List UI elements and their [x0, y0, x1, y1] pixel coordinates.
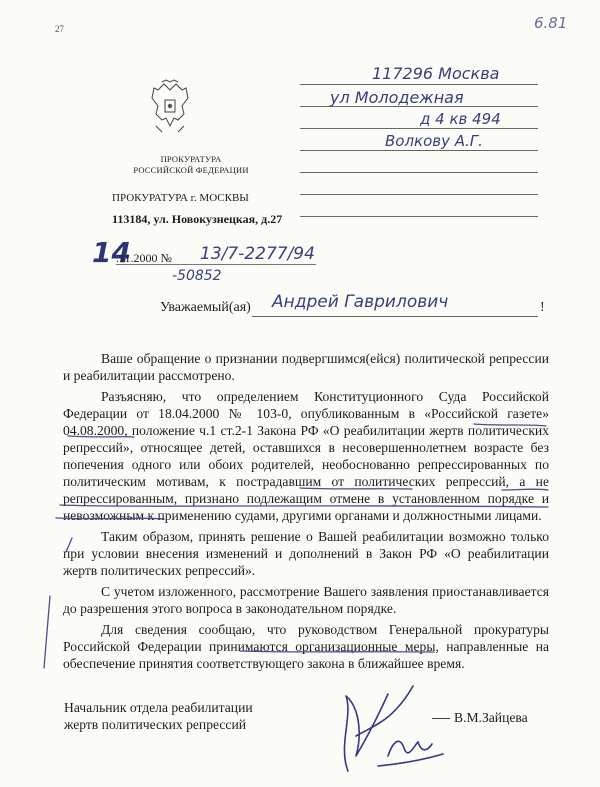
salutation-name: Андрей Гаврилович	[272, 292, 449, 312]
outgoing-number: 13/7-2277/94	[200, 244, 315, 264]
org-line-1: ПРОКУРАТУРА	[160, 154, 222, 164]
outgoing-subnumber: -50852	[172, 268, 222, 284]
paragraph-3: Таким образом, принять решение о Вашей реабилитации возможно только при условии внесения изменений и дополнений в Закон РФ «О реабилитации жертв политических репрессий».	[63, 529, 549, 578]
signer-title-line-1: Начальник отдела реабилитации	[64, 700, 253, 715]
recipient-line-2: ул Молодежная	[330, 88, 464, 107]
paragraph-4: С учетом изложенного, рассмотрение Вашего заявления приостанавливается до разрешения этого вопроса в законодательном порядке.	[63, 584, 549, 616]
outgoing-day: 14	[92, 236, 131, 269]
page-mark-right: 6.81	[534, 14, 568, 32]
signer-name: В.М.Зайцева	[454, 710, 528, 725]
office-name: ПРОКУРАТУРА г. МОСКВЫ	[112, 192, 249, 204]
page-mark-left: 27	[55, 24, 64, 34]
org-line-2: РОССИЙСКОЙ ФЕДЕРАЦИИ	[133, 165, 249, 175]
recipient-line-3: д 4 кв 494	[420, 110, 501, 128]
recipient-line-4: Волкову А.Г.	[385, 132, 483, 150]
office-address: 113184, ул. Новокузнецкая, д.27	[112, 212, 283, 226]
salutation-ending: !	[540, 300, 545, 315]
paragraph-2: Разъясняю, что определением Конституционного Суда Российской Федерации от 18.04.2000 № 103-0, опубликованным в «Российской газете» 04.08.2000, положение ч.1 ст.2-1 Закона РФ «О реабилитации жертв политических репрессий», относящее детей, оставшихся в несовершеннолетнем возрасте без попечения одного или обоих родителей, необоснованно репрессированных по политическим мотивам, к пострадавшим от политических репрессий, а не репрессированным, признано подлежащим отмене в установленном порядке и невозможным к применению судами, другими органами и должностными лицами.	[63, 389, 549, 523]
recipient-line-1: 117296 Москва	[372, 64, 500, 83]
paragraph-1: Ваше обращение о признании подвергшимся(ейся) политической репрессии и реабилитации рассмотрено.	[63, 351, 549, 383]
paragraph-5: Для сведения сообщаю, что руководством Генеральной прокуратуры Российской Федерации принимаются организационные меры, направленные на обеспечение принятия соответствующего закона в ближайшее время.	[63, 622, 549, 671]
salutation-label: Уважаемый(ая)	[160, 300, 251, 315]
handwritten-signature	[318, 676, 448, 776]
signer-title-line-2: жертв политических репрессий	[64, 717, 246, 732]
outgoing-date: .11.2000 №	[116, 251, 173, 265]
